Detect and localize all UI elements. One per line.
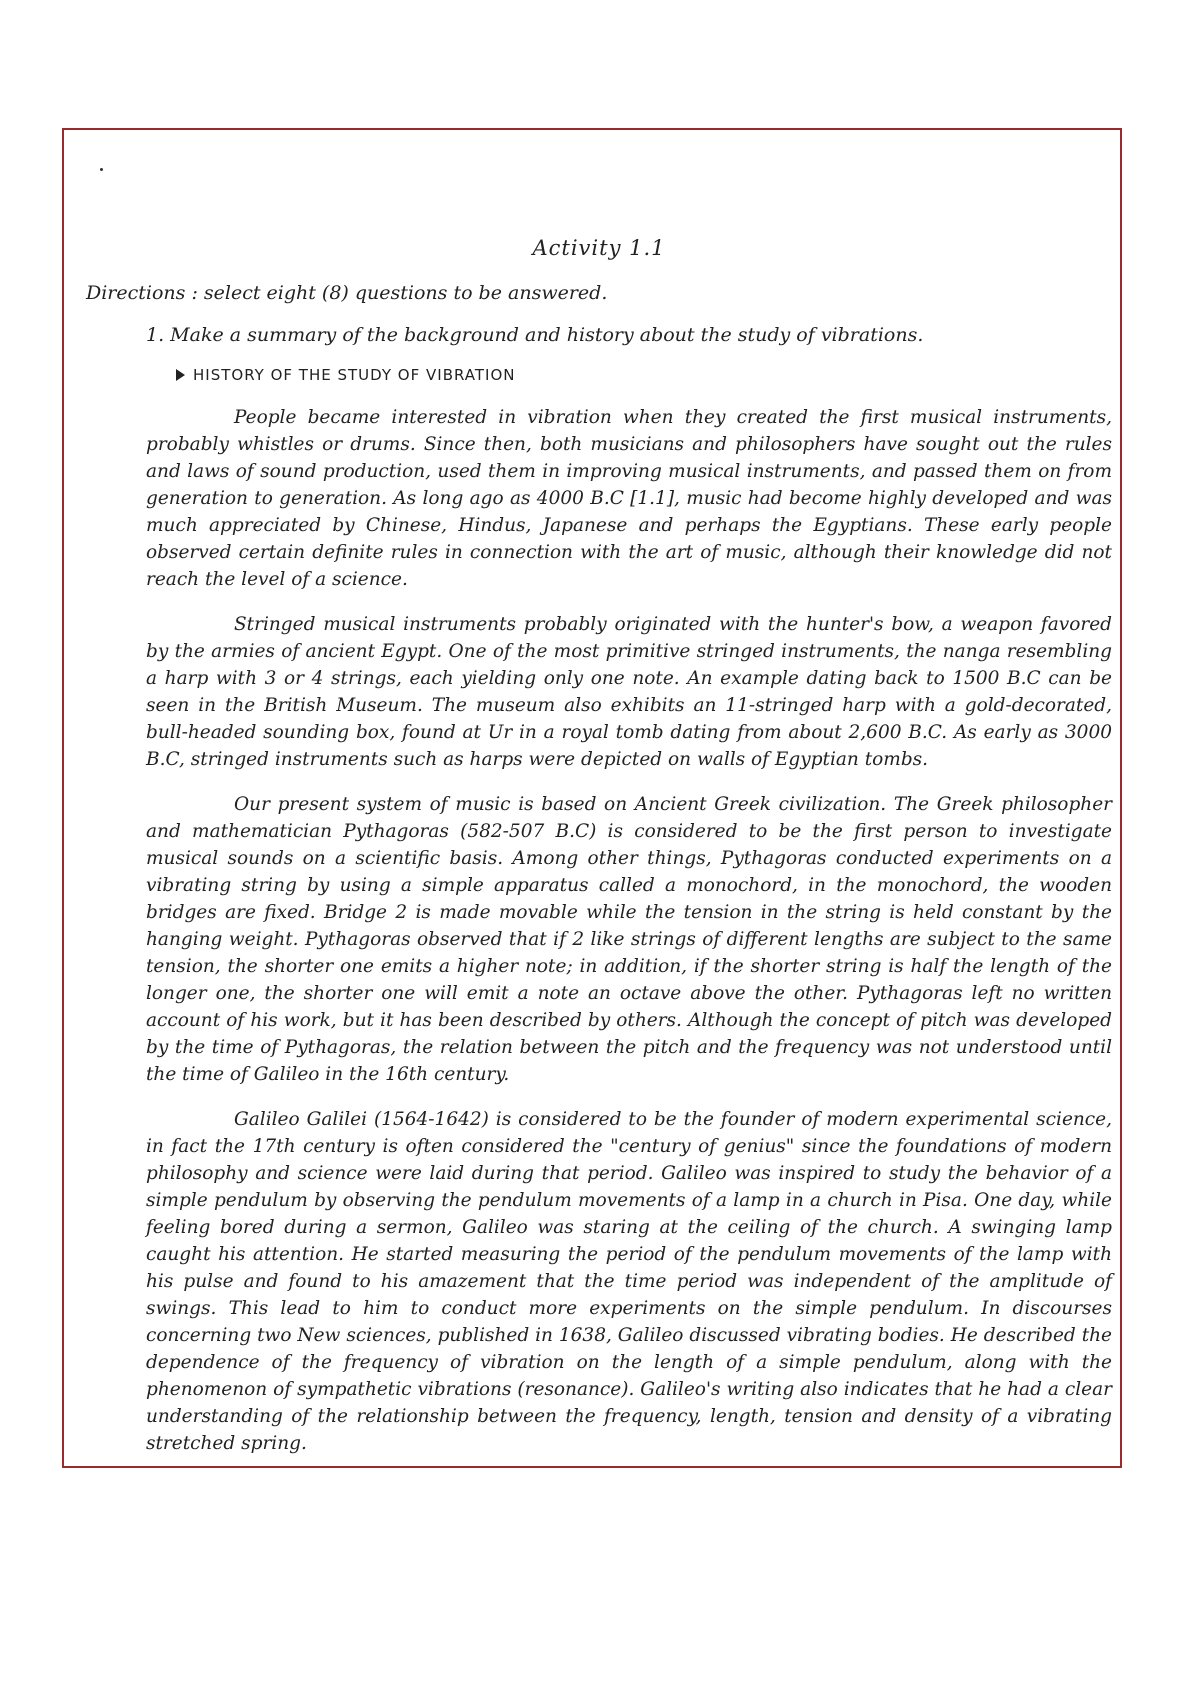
activity-title: Activity 1.1	[532, 236, 666, 260]
paragraph-2: Stringed musical instruments probably originated with the hunter's bow, a weapon favored by the armies of ancient Egypt. One of the most primitive stringed instruments, the nanga resembling a harp with 3 or 4 strings, each yielding only one note. An example dating back to 1500 B.C can be seen in the British Museum. The museum also exhibits an 11-stringed harp with a gold-decorated, bull-headed sounding box, found at Ur in a royal tomb dating from about 2,600 B.C. As early as 3000 B.C, stringed instruments such as harps were depicted on walls of Egyptian tombs.	[146, 614, 1112, 770]
paragraph-3: Our present system of music is based on Ancient Greek civilization. The Greek philosopher and mathematician Pythagoras (582-507 B.C) is considered to be the first person to investigate musical sounds on a scientific basis. Among other things, Pythagoras conducted experiments on a vibrating string by using a simple apparatus called a monochord, in the monochord, the wooden bridges are fixed. Bridge 2 is made movable while the tension in the string is held constant by the hanging weight. Pythagoras observed that if 2 like strings of different lengths are subject to the same tension, the shorter one emits a higher note; in addition, if the shorter string is half the length of the longer one, the shorter one will emit a note an octave above the other. Pythagoras left no written account of his work, but it has been described by others. Although the concept of pitch was developed by the time of Pythagoras, the relation between the pitch and the frequency was not understood until the time of Galileo in the 16th century.	[146, 794, 1112, 1085]
question-1: 1. Make a summary of the background and history about the study of vibrations.	[146, 324, 924, 346]
handwritten-content	[86, 236, 1112, 1457]
section-heading-text: HISTORY OF THE STUDY OF VIBRATION	[193, 366, 516, 384]
bullet-arrow-icon	[176, 369, 185, 381]
section-heading	[176, 366, 1112, 384]
paragraph-1: People became interested in vibration when they created the first musical instruments, probably whistles or drums. Since then, both musicians and philosophers have sought out the rules and laws of sound production, used them in improving musical instruments, and passed them on from generation to generation. As long ago as 4000 B.C [1.1], music had become highly developed and was much appreciated by Chinese, Hindus, Japanese and perhaps the Egyptians. These early people observed certain definite rules in connection with the art of music, although their knowledge did not reach the level of a science.	[146, 407, 1112, 590]
directions: Directions : select eight (8) questions to be answered.	[86, 282, 608, 304]
paragraph-4: Galileo Galilei (1564-1642) is considered to be the founder of modern experimental science, in fact the 17th century is often considered the "century of genius" since the foundations of modern philosophy and science were laid during that period. Galileo was inspired to study the behavior of a simple pendulum by observing the pendulum movements of a lamp in a church in Pisa. One day, while feeling bored during a sermon, Galileo was staring at the ceiling of the church. A swinging lamp caught his attention. He started measuring the period of the pendulum movements of the lamp with his pulse and found to his amazement that the time period was independent of the amplitude of swings. This lead to him to conduct more experiments on the simple pendulum. In discourses concerning two New sciences, published in 1638, Galileo discussed vibrating bodies. He described the dependence of the frequency of vibration on the length of a simple pendulum, along with the phenomenon of sympathetic vibrations (resonance). Galileo's writing also indicates that he had a clear understanding of the relationship between the frequency, length, tension and density of a vibrating stretched spring.	[146, 1109, 1112, 1454]
